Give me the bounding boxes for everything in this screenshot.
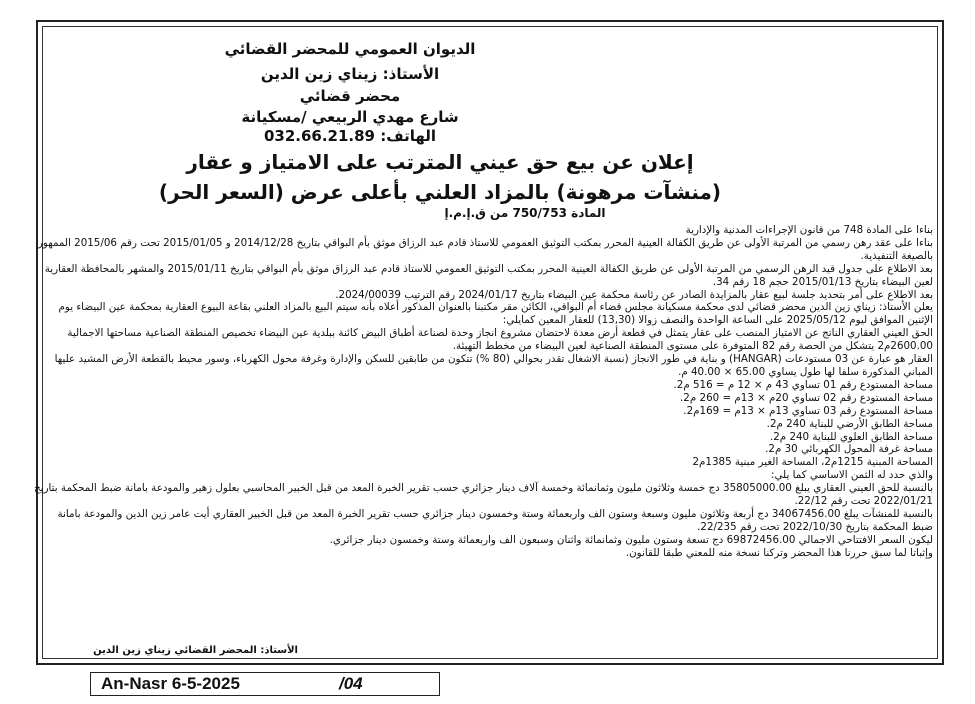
office-address: شارع مهدي الربيعي /مسكيانة (241, 108, 459, 126)
body-line: بالنسبة للحق العيني العقاري يبلغ 35805000.00 دج خمسة وثلاثون مليون وثمانمائة وخمسة آلاف دينار جزائري حسب تقرير الخبرة المعد من قبل الخبير المحاسبي بعلول زهير والمودعة بامانة ضبط المحكمة بتاريخ (34, 482, 933, 495)
body-line: 2600.00م2 يتشكل من الحصة رقم 82 المتوفرة على مستوى المنطقة الصناعية لعين البيضاء من مخطط التهيئة. (452, 340, 933, 353)
body-line: بالنسبة للمنشآت يبلغ 34067456.00 دج أربعة وثلاثون مليون وسبعة وستون الف واربعمائة وستة وخمسون دينار جزائري حسب تقرير الخبرة المعد من قبل الخبير العقاري أيت عامر زين الدين والمودعة بامانة (57, 507, 933, 520)
body-line: مساحة المستودع رقم 01 تساوي 43 م × 12 م = 516 م2. (673, 378, 933, 391)
body-line: بالصيغة التنفيذية. (860, 249, 933, 262)
body-line: لعين البيضاء بتاريخ 2015/01/13 حجم 18 رقم 34. (712, 275, 933, 288)
announcement-body (34, 224, 933, 560)
body-line: وإثباتا لما سبق حررنا هذا المحضر وتركنا نسخة منه للمعني طبقا للقانون. (625, 546, 933, 559)
office-phone: الهاتف: 032.66.21.89 (263, 127, 437, 145)
body-line: الحق العيني العقاري الناتج عن الامتياز المنصب على عقار يتمثل في قطعة أرض معدة لاحتضان مشروع انجاز وحدة لصناعة أطباق البيض كائنة ببلدية عين البيضاء تخصيص المنطقة الصناعية مساحتها الاجمالية (67, 327, 933, 340)
bailiff-title: محضر قضائي (299, 87, 401, 105)
legal-article: المادة 750/753 من ق.إ.م.إ (444, 206, 606, 220)
body-line: بعد الاطلاع على أمر بتحديد جلسة لبيع عقار بالمزايدة الصادر عن رئاسة محكمة عين البيضاء بتاريخ 2024/01/17 رقم الترتيب 2024/00039. (335, 288, 933, 301)
body-line: العقار هو عبارة عن 03 مستودعات (HANGAR) و بناية في طور الانجاز (نسبة الاشغال تقدر بحوالي (80 %) تتكون من طابقين للسكن والإدارة وغرفة محول الكهرباء، وسور محيط بالقطعة الأرض المشيد عليها (54, 353, 933, 366)
title-line-2: (منشآت مرهونة) بالمزاد العلني بأعلى عرض (السعر الحر) (158, 180, 722, 204)
body-line: والذي حدد له الثمن الاساسي كما يلي: (770, 469, 933, 482)
body-line: المباني المذكورة سلفا لها طول يساوي 65.00 × 40.00 م. (678, 365, 933, 378)
body-line: ضبط المحكمة بتاريخ 2022/10/30 تحت رقم 22/235. (697, 520, 933, 533)
body-line: يعلن الأستاذ: زيناي زين الدين محضر قضائي لدى محكمة مسكيانة مجلس قضاء أم البواقي، الكائن مقر مكتبنا بالعنوان المذكور أعلاه بأنه سيتم البيع بالمزاد العلني بقاعة البيوع العقارية بمحكمة عين البيضاء يوم (58, 301, 933, 314)
body-line: 2022/01/21 تحت رقم 22/12. (794, 495, 933, 508)
body-line: مساحة غرفة المحول الكهربائي 30 م2. (765, 443, 933, 456)
signature: الأستاذ: المحضر القضائي زيناي زين الدين (93, 645, 298, 656)
body-line: مساحة المستودع رقم 03 تساوي 13م × 13م = 169م2. (683, 404, 933, 417)
publication-date: An-Nasr 6-5-2025 (101, 674, 240, 693)
publication-footer (90, 672, 440, 696)
body-line: مساحة الطابق الأرضي للبناية 240 م2. (766, 417, 933, 430)
body-line: مساحة المستودع رقم 02 تساوي 20م × 13م = 260 م2. (680, 391, 933, 404)
body-line: مساحة الطابق العلوي للبناية 240 م2. (769, 430, 933, 443)
body-line: بناءا على المادة 748 من قانون الإجراءات المدنية والإدارية (685, 224, 933, 236)
body-line: بعد الاطلاع على جدول قيد الرهن الرسمي من المرتبة الأولى عن طريق الكفالة العينية المحرر بمكتب التوثيق العمومي للاستاذ قادم عبد الرزاق موثق بأم البواقي بتاريخ 2015/01/11 والمشهر بالمحافظة العقارية (44, 262, 933, 275)
title-line-1: إعلان عن بيع حق عيني المترتب على الامتياز و عقار (186, 150, 694, 174)
page-number: /04 (339, 674, 363, 693)
body-line: المساحة المبنية 1215م2، المساحة الغير مبنية 1385م2 (692, 456, 933, 469)
body-line: الإثنين الموافق ليوم 2025/05/12 على الساعة الواحدة والنصف زوالا (13,30) للعقار المعين كمايلي: (502, 314, 933, 327)
office-name: الديوان العمومي للمحضر القضائي (224, 40, 476, 58)
bailiff-name: الأستاذ: زيناي زين الدين (260, 65, 440, 83)
body-line: بناءا على عقد رهن رسمي من المرتبة الأولى عن طريق الكفالة العينية المحرر بمكتب التوثيق العمومي للاستاذ قادم عبد الرزاق موثق بأم البواقي بتاريخ 2014/12/28 و 2015/01/05 تحت رقم 2015/06 الممهور (37, 236, 933, 249)
body-line: ليكون السعر الافتتاحي الاجمالي 69872456.00 دج تسعة وستون مليون وثمانمائة واثنان وسبعون الف واربعمائة وستة وخمسون دينار جزائري. (329, 533, 933, 546)
